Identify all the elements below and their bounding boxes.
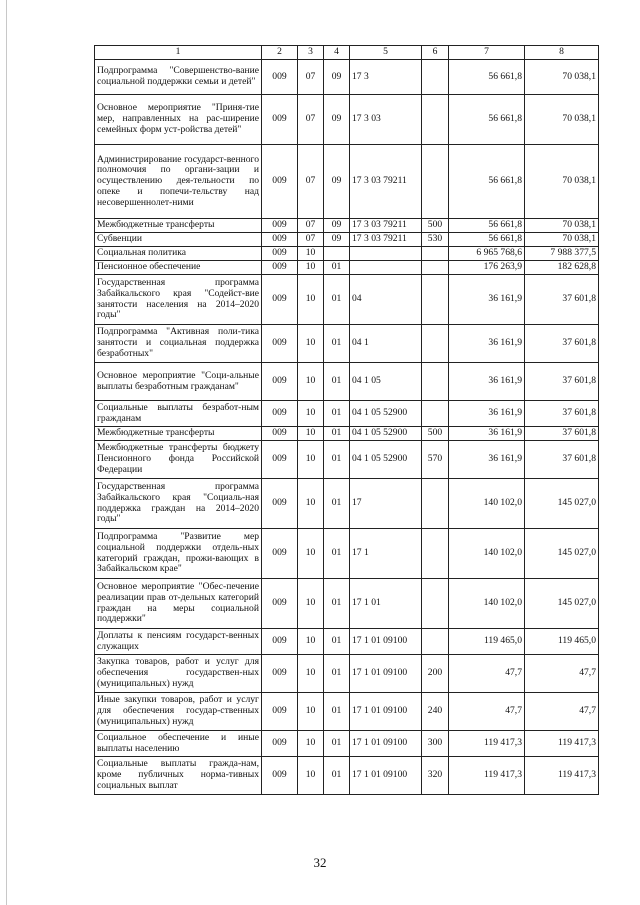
- cell-year2: 119 417,3: [525, 731, 599, 757]
- cell-pr: 01: [324, 757, 350, 795]
- cell-pr: 01: [324, 529, 350, 579]
- table-row: [95, 629, 599, 655]
- table-row: [95, 95, 599, 145]
- row-name: Иные закупки товаров, работ и услуг для обеспечения государ-ственных (муниципальных) нужд: [95, 693, 262, 731]
- row-name: Подпрограмма "Совершенство-вание социальной поддержки семьи и детей": [95, 60, 262, 95]
- table-row: [95, 693, 599, 731]
- cell-year1: 47,7: [449, 693, 525, 731]
- scan-edge: [6, 0, 7, 905]
- cell-pr: 01: [324, 275, 350, 325]
- cell-rz: 07: [298, 95, 324, 145]
- cell-csr: 04 1 05 52900: [350, 441, 422, 479]
- cell-rz: 10: [298, 427, 324, 441]
- cell-pr: 01: [324, 479, 350, 529]
- table-row: [95, 145, 599, 219]
- cell-csr: 04: [350, 275, 422, 325]
- row-name: Социальная политика: [95, 247, 262, 261]
- cell-pr: 01: [324, 579, 350, 629]
- cell-gr: 009: [262, 325, 298, 363]
- cell-pr: 01: [324, 629, 350, 655]
- row-name: Администрирование государст-венного полномочия по органи-зации и осуществлению дея-тельности по опеке и попечи-тельству над несовершеннолет-ними: [95, 145, 262, 219]
- cell-vr: [422, 479, 449, 529]
- cell-gr: 009: [262, 479, 298, 529]
- cell-csr: [350, 247, 422, 261]
- cell-vr: [422, 60, 449, 95]
- row-name: Государственная программа Забайкальского края "Содейст-вие занятости населения на 2014–2020 годы": [95, 275, 262, 325]
- page-number: 32: [313, 855, 327, 870]
- cell-year2: 37 601,8: [525, 325, 599, 363]
- cell-pr: 09: [324, 145, 350, 219]
- cell-year1: 140 102,0: [449, 479, 525, 529]
- cell-year1: 6 965 768,6: [449, 247, 525, 261]
- cell-year1: 119 465,0: [449, 629, 525, 655]
- col-header-6: 6: [422, 46, 449, 60]
- table-row: [95, 363, 599, 401]
- cell-rz: 10: [298, 247, 324, 261]
- cell-year2: 70 038,1: [525, 233, 599, 247]
- cell-year2: 119 465,0: [525, 629, 599, 655]
- cell-rz: 10: [298, 579, 324, 629]
- cell-vr: 300: [422, 731, 449, 757]
- cell-vr: 530: [422, 233, 449, 247]
- cell-rz: 10: [298, 325, 324, 363]
- cell-gr: 009: [262, 731, 298, 757]
- cell-year2: 37 601,8: [525, 363, 599, 401]
- cell-pr: 01: [324, 325, 350, 363]
- cell-year1: 119 417,3: [449, 757, 525, 795]
- cell-pr: 01: [324, 427, 350, 441]
- cell-csr: 04 1: [350, 325, 422, 363]
- cell-gr: 009: [262, 60, 298, 95]
- cell-pr: [324, 247, 350, 261]
- cell-year2: 70 038,1: [525, 145, 599, 219]
- table-row: [95, 401, 599, 427]
- cell-gr: 009: [262, 145, 298, 219]
- cell-gr: 009: [262, 261, 298, 275]
- table-row: [95, 247, 599, 261]
- cell-gr: 009: [262, 693, 298, 731]
- cell-pr: 01: [324, 655, 350, 693]
- cell-vr: [422, 579, 449, 629]
- cell-rz: 07: [298, 60, 324, 95]
- cell-pr: 01: [324, 731, 350, 757]
- col-header-4: 4: [324, 46, 350, 60]
- table-row: [95, 529, 599, 579]
- col-header-1: 1: [95, 46, 262, 60]
- table-row: [95, 441, 599, 479]
- cell-rz: 10: [298, 629, 324, 655]
- cell-csr: 17: [350, 479, 422, 529]
- cell-rz: 07: [298, 219, 324, 233]
- row-name: Основное мероприятие "Приня-тие мер, направленных на рас-ширение семейных форм уст-ройства детей": [95, 95, 262, 145]
- cell-year1: 140 102,0: [449, 579, 525, 629]
- cell-year2: 47,7: [525, 693, 599, 731]
- cell-year1: 36 161,9: [449, 275, 525, 325]
- cell-year1: 56 661,8: [449, 145, 525, 219]
- cell-vr: 500: [422, 427, 449, 441]
- cell-vr: [422, 247, 449, 261]
- cell-year1: 36 161,9: [449, 401, 525, 427]
- cell-vr: [422, 529, 449, 579]
- cell-csr: 17 3 03 79211: [350, 233, 422, 247]
- table-row: [95, 757, 599, 795]
- cell-year2: 70 038,1: [525, 219, 599, 233]
- cell-csr: 17 1 01 09100: [350, 731, 422, 757]
- cell-csr: 17 1 01 09100: [350, 629, 422, 655]
- table-row: [95, 731, 599, 757]
- cell-gr: 009: [262, 655, 298, 693]
- cell-vr: 500: [422, 219, 449, 233]
- cell-year1: 47,7: [449, 655, 525, 693]
- cell-rz: 10: [298, 529, 324, 579]
- cell-rz: 10: [298, 401, 324, 427]
- cell-gr: 009: [262, 363, 298, 401]
- table-row: [95, 479, 599, 529]
- cell-year1: 56 661,8: [449, 233, 525, 247]
- cell-csr: 17 1 01 09100: [350, 693, 422, 731]
- cell-csr: 17 3 03 79211: [350, 145, 422, 219]
- cell-pr: 01: [324, 693, 350, 731]
- table-row: [95, 60, 599, 95]
- cell-rz: 10: [298, 363, 324, 401]
- cell-vr: [422, 363, 449, 401]
- cell-year1: 56 661,8: [449, 95, 525, 145]
- cell-vr: [422, 401, 449, 427]
- table-row: [95, 655, 599, 693]
- cell-year1: 119 417,3: [449, 731, 525, 757]
- cell-vr: [422, 275, 449, 325]
- cell-vr: 570: [422, 441, 449, 479]
- cell-year2: 37 601,8: [525, 427, 599, 441]
- cell-rz: 07: [298, 145, 324, 219]
- cell-csr: 17 1 01 09100: [350, 757, 422, 795]
- cell-year1: 176 263,9: [449, 261, 525, 275]
- cell-csr: 17 1 01: [350, 579, 422, 629]
- col-header-7: 7: [449, 46, 525, 60]
- row-name: Межбюджетные трансферты бюджету Пенсионного фонда Российской Федерации: [95, 441, 262, 479]
- row-name: Доплаты к пенсиям государст-венных служащих: [95, 629, 262, 655]
- cell-rz: 07: [298, 233, 324, 247]
- col-header-5: 5: [350, 46, 422, 60]
- cell-gr: 009: [262, 233, 298, 247]
- cell-gr: 009: [262, 427, 298, 441]
- cell-year2: 37 601,8: [525, 275, 599, 325]
- cell-pr: 09: [324, 219, 350, 233]
- table-row: [95, 427, 599, 441]
- cell-year2: 145 027,0: [525, 579, 599, 629]
- cell-csr: 17 1 01 09100: [350, 655, 422, 693]
- row-name: Межбюджетные трансферты: [95, 427, 262, 441]
- cell-vr: 200: [422, 655, 449, 693]
- table-row: [95, 325, 599, 363]
- cell-pr: 01: [324, 363, 350, 401]
- cell-year2: 70 038,1: [525, 60, 599, 95]
- budget-table: [94, 45, 599, 795]
- cell-csr: 17 3: [350, 60, 422, 95]
- row-name: Подпрограмма "Развитие мер социальной поддержки отдель-ных категорий граждан, прожи-вающих в Забайкальском крае": [95, 529, 262, 579]
- cell-year2: 37 601,8: [525, 441, 599, 479]
- row-name: Основное мероприятие "Соци-альные выплаты безработным гражданам": [95, 363, 262, 401]
- cell-gr: 009: [262, 441, 298, 479]
- cell-vr: [422, 325, 449, 363]
- cell-gr: 009: [262, 529, 298, 579]
- col-header-3: 3: [298, 46, 324, 60]
- cell-csr: 04 1 05: [350, 363, 422, 401]
- row-name: Закупка товаров, работ и услуг для обеспечения государствен-ных (муниципальных) нужд: [95, 655, 262, 693]
- col-header-8: 8: [525, 46, 599, 60]
- cell-vr: [422, 95, 449, 145]
- cell-vr: [422, 261, 449, 275]
- row-name: Государственная программа Забайкальского края "Социаль-ная поддержка граждан на 2014–2020 годы": [95, 479, 262, 529]
- header-row: [95, 46, 599, 60]
- cell-csr: 04 1 05 52900: [350, 427, 422, 441]
- row-name: Социальные выплаты гражда-нам, кроме публичных норма-тивных социальных выплат: [95, 757, 262, 795]
- cell-year1: 36 161,9: [449, 363, 525, 401]
- table-row: [95, 219, 599, 233]
- cell-gr: 009: [262, 95, 298, 145]
- col-header-2: 2: [262, 46, 298, 60]
- cell-gr: 009: [262, 579, 298, 629]
- cell-gr: 009: [262, 629, 298, 655]
- table-row: [95, 275, 599, 325]
- cell-year1: 140 102,0: [449, 529, 525, 579]
- cell-csr: [350, 261, 422, 275]
- cell-year2: 145 027,0: [525, 529, 599, 579]
- cell-vr: [422, 629, 449, 655]
- cell-year1: 56 661,8: [449, 60, 525, 95]
- cell-gr: 009: [262, 275, 298, 325]
- cell-year2: 47,7: [525, 655, 599, 693]
- cell-year1: 36 161,9: [449, 441, 525, 479]
- cell-vr: 320: [422, 757, 449, 795]
- table-row: [95, 579, 599, 629]
- cell-pr: 09: [324, 95, 350, 145]
- cell-year2: 7 988 377,5: [525, 247, 599, 261]
- table-row: [95, 261, 599, 275]
- cell-pr: 09: [324, 60, 350, 95]
- table-row: [95, 233, 599, 247]
- cell-year2: 119 417,3: [525, 757, 599, 795]
- row-name: Подпрограмма "Активная поли-тика занятости и социальная поддержка безработных": [95, 325, 262, 363]
- cell-rz: 10: [298, 693, 324, 731]
- cell-year2: 37 601,8: [525, 401, 599, 427]
- row-name: Субвенции: [95, 233, 262, 247]
- cell-gr: 009: [262, 401, 298, 427]
- cell-rz: 10: [298, 655, 324, 693]
- cell-year2: 182 628,8: [525, 261, 599, 275]
- cell-csr: 04 1 05 52900: [350, 401, 422, 427]
- row-name: Социальные выплаты безработ-ным гражданам: [95, 401, 262, 427]
- cell-rz: 10: [298, 441, 324, 479]
- cell-pr: 09: [324, 233, 350, 247]
- cell-csr: 17 1: [350, 529, 422, 579]
- row-name: Социальное обеспечение и иные выплаты населению: [95, 731, 262, 757]
- row-name: Пенсионное обеспечение: [95, 261, 262, 275]
- row-name: Основное мероприятие "Обес-печение реализации прав от-дельных категорий граждан на меры социальной поддержки": [95, 579, 262, 629]
- cell-rz: 10: [298, 479, 324, 529]
- cell-year1: 36 161,9: [449, 427, 525, 441]
- cell-year2: 70 038,1: [525, 95, 599, 145]
- cell-rz: 10: [298, 261, 324, 275]
- row-name: Межбюджетные трансферты: [95, 219, 262, 233]
- cell-pr: 01: [324, 441, 350, 479]
- cell-gr: 009: [262, 219, 298, 233]
- cell-pr: 01: [324, 401, 350, 427]
- cell-gr: 009: [262, 757, 298, 795]
- cell-rz: 10: [298, 275, 324, 325]
- cell-rz: 10: [298, 731, 324, 757]
- cell-csr: 17 3 03: [350, 95, 422, 145]
- cell-gr: 009: [262, 247, 298, 261]
- cell-year1: 56 661,8: [449, 219, 525, 233]
- cell-vr: [422, 145, 449, 219]
- cell-vr: 240: [422, 693, 449, 731]
- cell-rz: 10: [298, 757, 324, 795]
- cell-year2: 145 027,0: [525, 479, 599, 529]
- cell-year1: 36 161,9: [449, 325, 525, 363]
- cell-csr: 17 3 03 79211: [350, 219, 422, 233]
- cell-pr: 01: [324, 261, 350, 275]
